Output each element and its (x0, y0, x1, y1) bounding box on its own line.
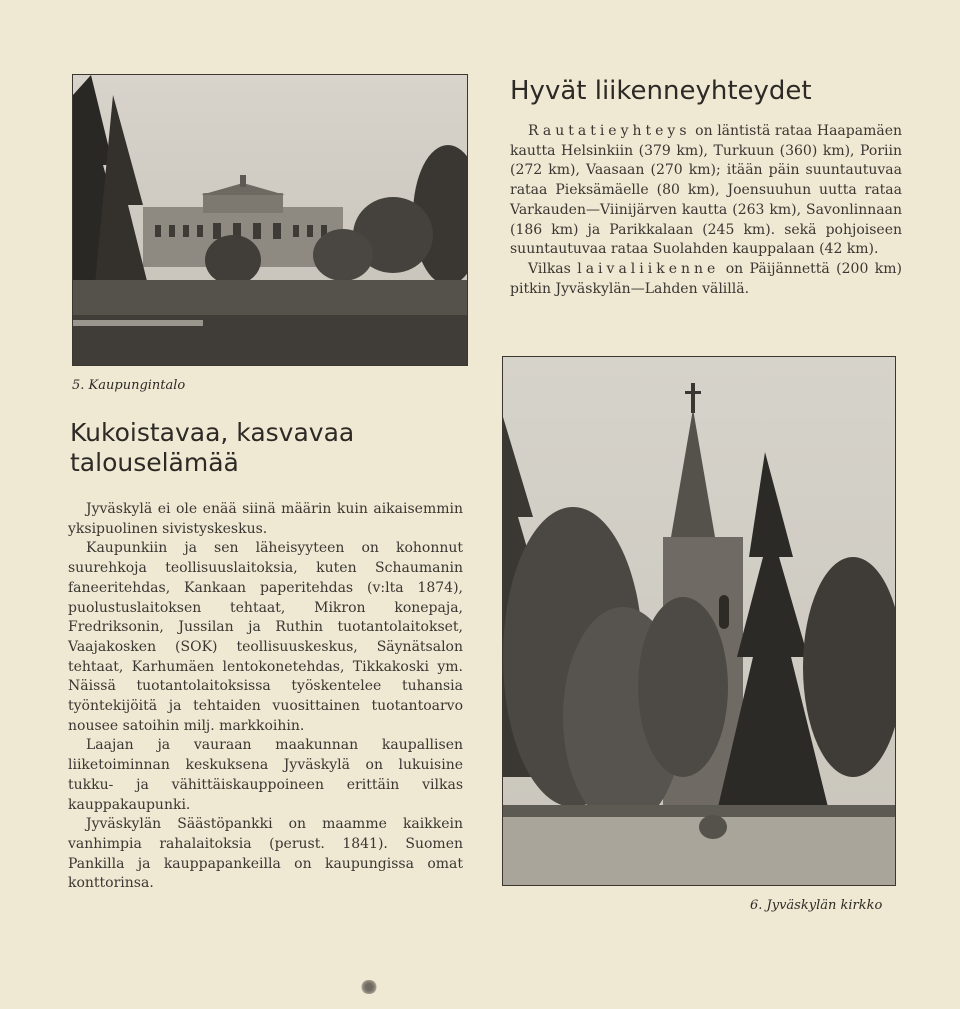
town-hall-photo (72, 74, 468, 366)
economy-paragraph: Jyväskylän Säästöpankki on maamme kaikkein vanhimpia rahalaitoksia (perust. 1841). Suomen Pankilla ja kauppapankeilla on kaupungissa omat konttorinsa. (68, 816, 463, 892)
rail-paragraph (510, 122, 902, 260)
economy-paragraph: Laajan ja vauraan maakunnan kaupallisen liiketoiminnan keskuksena Jyväskylä on lukuisine tukku- ja vähittäiskauppoineen erittäin vilkas kauppakaupunki. (68, 737, 463, 813)
photo2-caption: 6. Jyväskylän kirkko (750, 898, 883, 913)
economy-heading-line2: talouselämää (70, 448, 239, 477)
ship-lead: laivaliikenne (577, 260, 720, 277)
ship-start: Vilkas (528, 260, 578, 277)
economy-paragraph: Jyväskylä ei ole enää siinä määrin kuin aikaisemmin yksipuolinen sivistyskeskus. (68, 501, 463, 537)
ship-paragraph (510, 260, 902, 299)
rail-lead: Rautatieyhteys (528, 123, 691, 139)
church-photo (502, 356, 896, 886)
economy-text (68, 500, 463, 894)
photo1-caption: 5. Kaupungintalo (72, 378, 186, 393)
economy-heading-line1: Kukoistavaa, kasvavaa (70, 418, 355, 447)
economy-heading (70, 418, 354, 478)
traffic-text (510, 122, 902, 299)
traffic-heading: Hyvät liikenneyhteydet (510, 76, 812, 106)
rail-text: on läntistä rataa Haapamäen kautta Helsinkiin (379 km), Turkuun (360) km), Poriin (272 km), Vaasaan (270 km); itään päin suuntautuvaa rataa Pieksämäelle (80 km), Joensuuhun uutta rataa Varkauden—Viinijärven kautta (263 km), Savonlinnaan (186 km) ja Parikkalaan (245 km). sekä pohjoiseen suuntautuvaa rataa Suolahden kauppalaan (42 km). (510, 123, 902, 258)
economy-paragraph: Kaupunkiin ja sen läheisyyteen on kohonnut suurehkoja teollisuuslaitoksia, kuten Schaumanin faneeritehdas, Kankaan paperitehdas (v:lta 1874), puolustuslaitoksen tehtaat, Mikron konepaja, Fredriksonin, Jussilan ja Ruthin tuotantolaitokset, Vaajakosken (SOK) teollisuuskeskus, Säynätsalon tehtaat, Karhumäen lentokonetehdas, Tikkakoski ym. Näissä tuotantolaitoksissa työskentelee tuhansia työntekijöitä ja tehtaiden vuosittainen tuotantoarvo nousee satoihin milj. markkoihin. (68, 540, 463, 734)
ornament-mark (360, 980, 378, 994)
ship-text: on Päijännettä (200 km) pitkin Jyväskylän—Lahden välillä. (510, 260, 902, 297)
